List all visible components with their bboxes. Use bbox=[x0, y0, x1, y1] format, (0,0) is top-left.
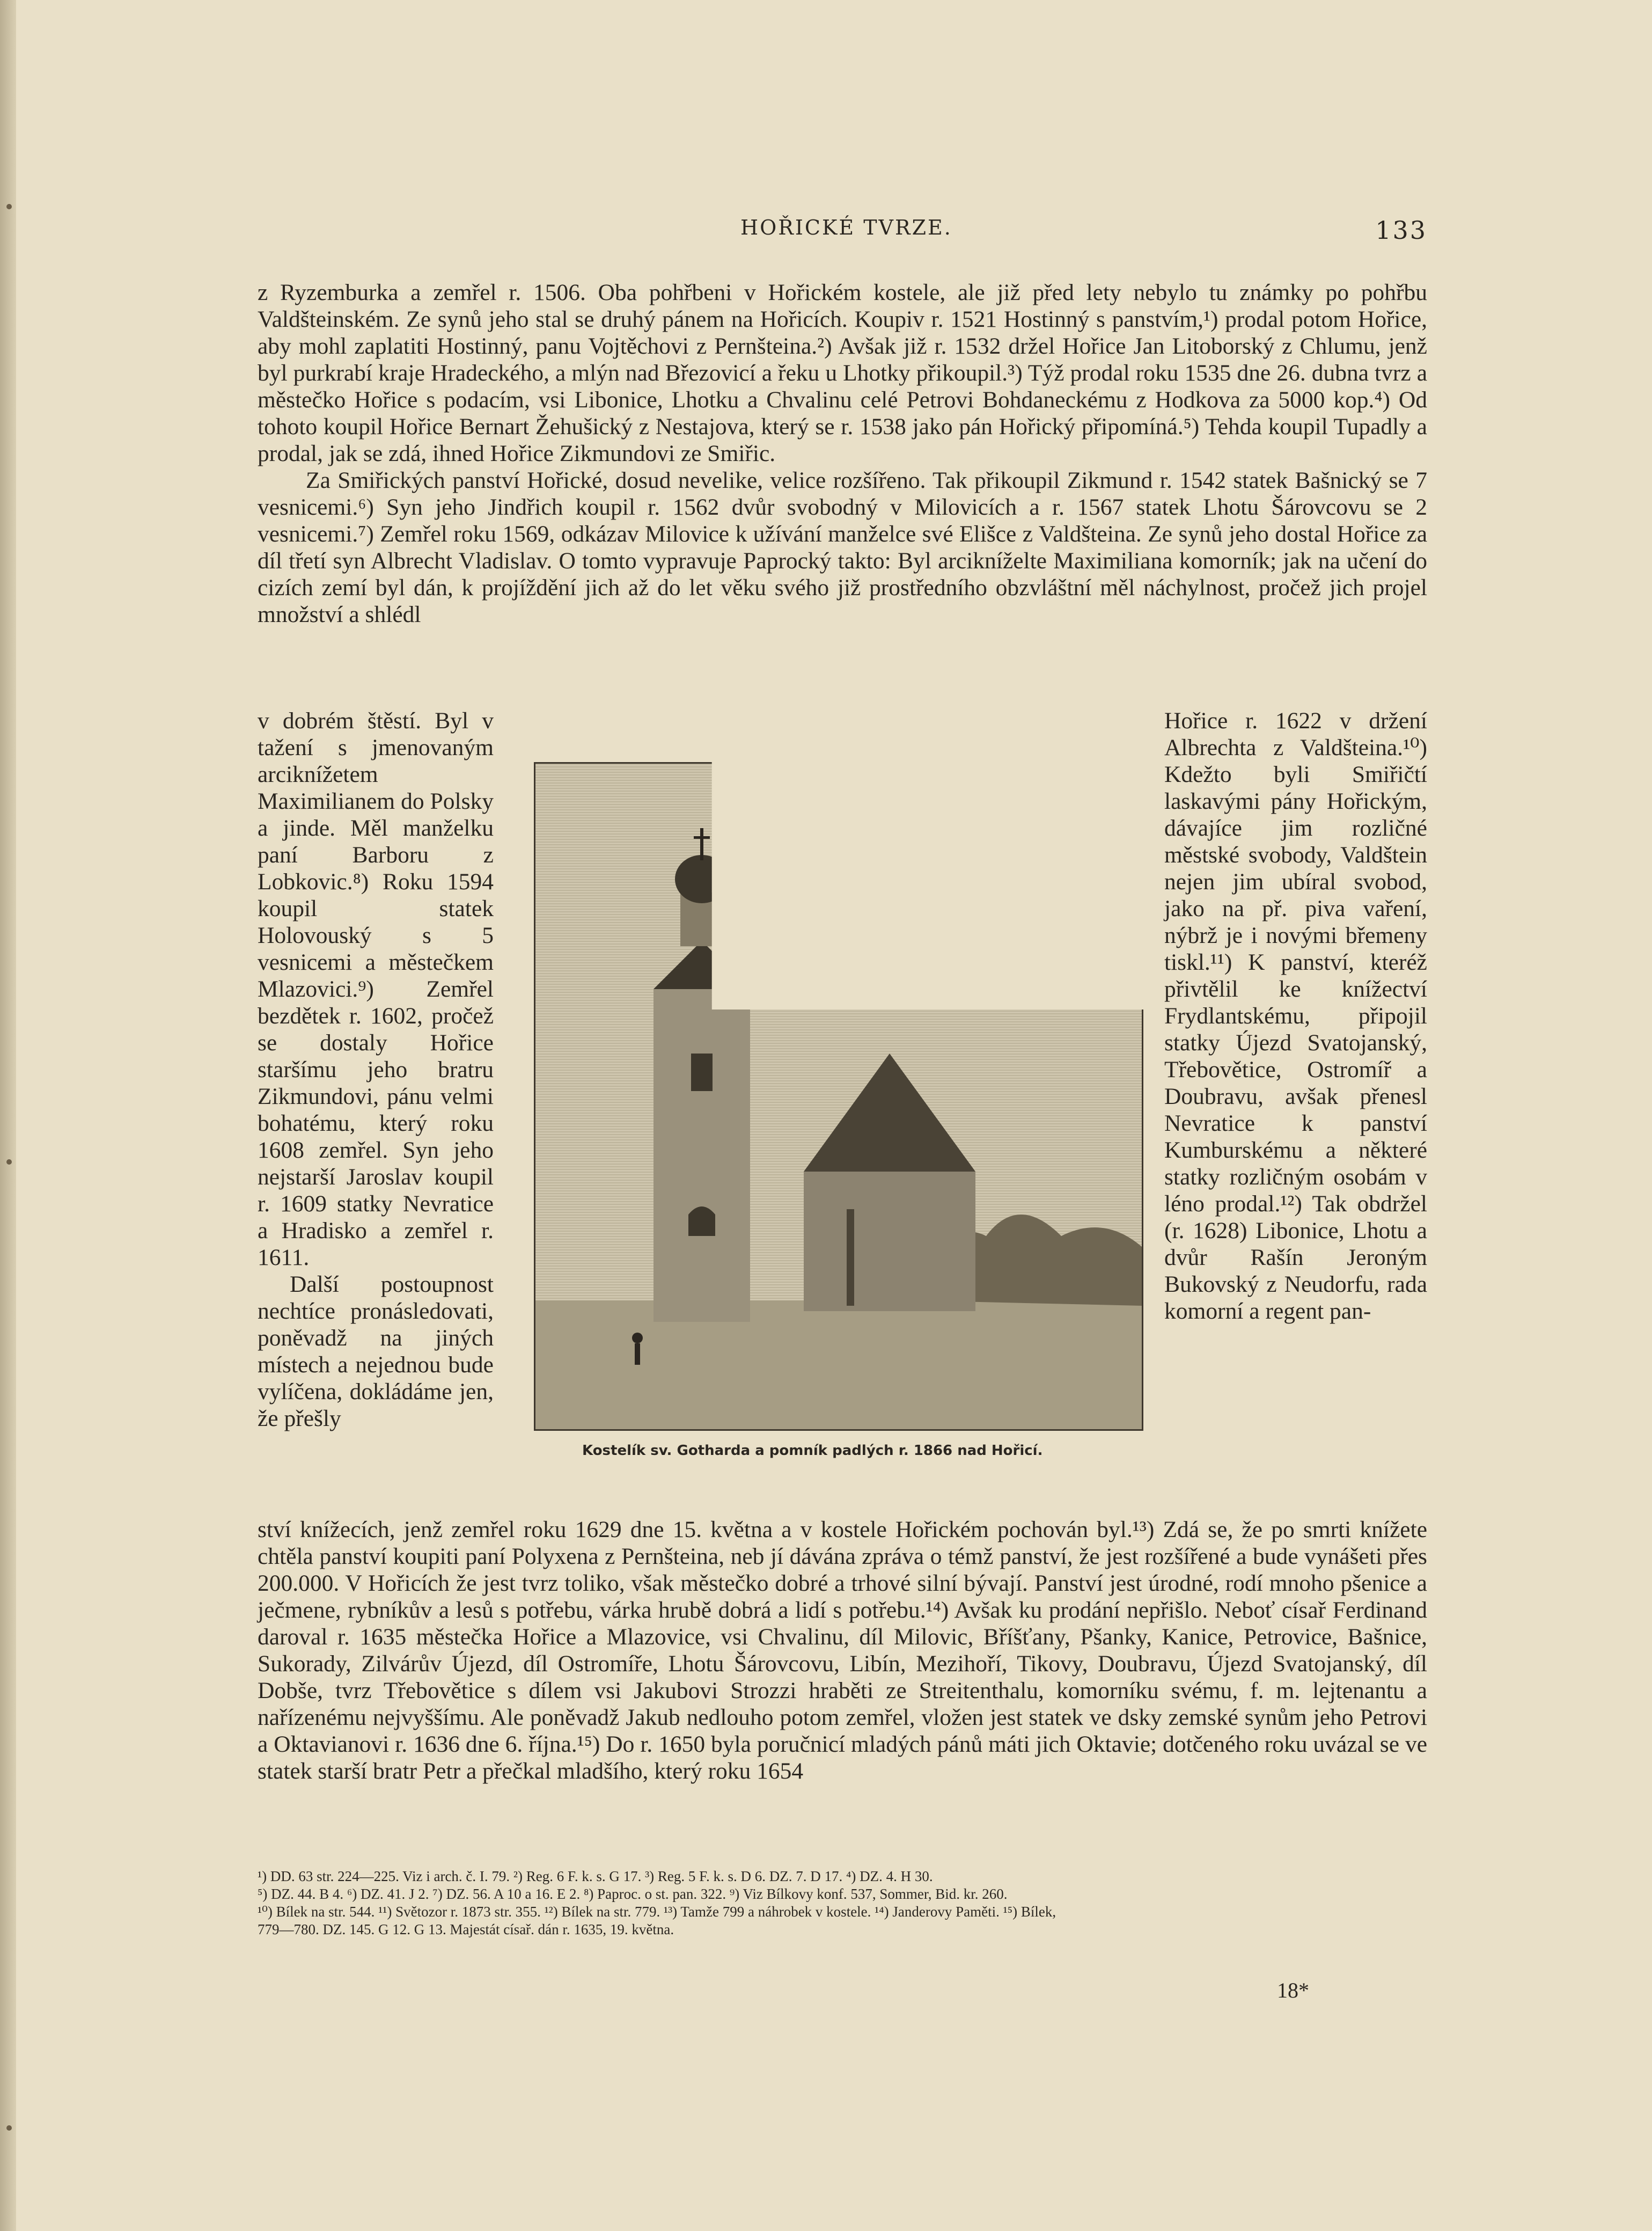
footnote-line: 779—780. DZ. 145. G 12. G 13. Majestát císař. dán r. 1635, 19. května. bbox=[258, 1921, 674, 1937]
figure-caption: Kostelík sv. Gotharda a pomník padlých r. 1866 nad Hořicí. bbox=[582, 1443, 1043, 1459]
bottom-text-block bbox=[258, 1516, 1427, 1784]
paragraph: ství knížecích, jenž zemřel roku 1629 dne 15. května a v kostele Hořickém pochován byl.¹³) Zdá se, že po smrti knížete chtěla panství koupiti paní Polyxena z Pernšteina, neb jí dávána zpráva o témž panství, že jest rozšířené a bude vynášeti přes 200.000. V Hořicích že jest tvrz toliko, však městečko dobré a trhové silní bývají. Panství jest úrodné, rodí mnoho pšenice a ječmene, rybníkův a lesů s potřebu, várka hrubě dobrá a lidí s potřebu.¹⁴) Avšak ku prodání nepřišlo. Neboť císař Ferdinand daroval r. 1635 městečka Hořice a Mlazovice, vsi Chvalinu, díl Milovic, Bříšťany, Pšanky, Kanice, Petrovice, Bašnice, Sukorady, Zilvárův Újezd, díl Ostromíře, Lhotu Šárovcovu, Libín, Mezihoří, Tikovy, Doubravu, Újezd Svatojanský, díl Dobše, tvrz Třebovětice s dílem vsi Jakubovi Strozzi hraběti ze Streitenthalu, komorníku svému, f. m. lejtenantu a nařízenému nejvyššímu. Ale poněvadž Jakub nedlouho potom zemřel, vložen jest statek ve dsky zemské synům jeho Petrovi a Oktavianovi r. 1636 dne 6. října.¹⁵) Do r. 1650 byla poručnicí mladých pánů máti jich Oktavie; dotčeného roku uvázal se ve statek starší bratr Petr a přečkal mladšího, který roku 1654 bbox=[258, 1517, 1427, 1784]
paragraph: v dobrém štěstí. Byl v tažení s jmenovaným arciknížetem Maximilianem do Polsky a jinde. Měl manželku paní Barboru z Lobkovic.⁸) Roku 1594 koupil statek Holovouský s 5 vesnicemi a městečkem Mlazovici.⁹) Zemřel bezdětek r. 1602, pročež se dostaly Hořice staršímu jeho bratru Zikmundovi, pánu velmi bohatému, který roku 1608 zemřel. Syn jeho nejstarší Jaroslav koupil r. 1609 statky Nevratice a Hradisko a zemřel r. 1611. bbox=[258, 708, 494, 1270]
printer-signature-mark: 18* bbox=[1277, 1978, 1309, 2002]
binding-thread-mark bbox=[6, 1159, 12, 1165]
footnotes bbox=[258, 1868, 1427, 1939]
paragraph: Další postoupnost nechtíce pronásledovati, poněvadž na jiných místech a nejednou bude vylíčena, dokládáme jen, že přešly bbox=[258, 1271, 494, 1431]
page-number: 133 bbox=[1375, 216, 1427, 245]
footnote-line: ¹) DD. 63 str. 224—225. Viz i arch. č. I. 79. ²) Reg. 6 F. k. s. G 17. ³) Reg. 5 F. k. s. D 6. DZ. 7. D 17. ⁴) DZ. 4. H 30. bbox=[258, 1868, 933, 1884]
top-text-block bbox=[258, 279, 1427, 628]
church-illustration bbox=[534, 762, 1143, 1431]
right-column bbox=[1164, 707, 1427, 1325]
left-column bbox=[258, 707, 494, 1432]
binding-thread-mark bbox=[6, 204, 12, 209]
footnote-line: ⁵) DZ. 44. B 4. ⁶) DZ. 41. J 2. ⁷) DZ. 56. A 10 a 16. E 2. ⁸) Paproc. o st. pan. 322. ⁹) Viz Bílkovy konf. 537, Sommer, Bid. kr. 260. bbox=[258, 1886, 1008, 1902]
page-title: HOŘICKÉ TVRZE. bbox=[740, 216, 952, 239]
paragraph: z Ryzemburka a zemřel r. 1506. Oba pohřbeni v Hořickém kostele, ale již před lety nebylo tu známky po pohřbu Valdšteinském. Ze synů jeho stal se druhý pánem na Hořicích. Koupiv r. 1521 Hostinný s panstvím,¹) prodal potom Hořice, aby mohl zaplatiti Hostinný, panu Vojtěchovi z Pernšteina.²) Avšak již r. 1532 držel Hořice Jan Litoborský z Chlumu, jenž byl purkrabí kraje Hradeckého, a mlýn nad Březovicí a řeku u Lhotky přikoupil.³) Týž prodal roku 1535 dne 26. dubna tvrz a městečko Hořice s podacím, vsi Libonice, Lhotku a Chvalinu celé Petrovi Bohdaneckému z Hodkova za 5000 kop.⁴) Od tohoto koupil Hořice Bernart Žehušický z Nestajova, který se r. 1538 jako pán Hořický připomíná.⁵) Tehda koupil Tupadly a prodal, jak se zdá, ihned Hořice Zikmundovi ze Smiřic. bbox=[258, 280, 1427, 466]
binding-thread-mark bbox=[6, 2125, 12, 2131]
paragraph: Za Smiřických panství Hořické, dosud nevelike, velice rozšířeno. Tak přikoupil Zikmund r. 1542 statek Bašnický se 7 vesnicemi.⁶) Syn jeho Jindřich koupil r. 1562 dvůr svobodný v Milovicích a r. 1567 statek Lhotu Šárovcovu se 2 vesnicemi.⁷) Zemřel roku 1569, odkázav Milovice k užívání manželce své Elišce z Valdšteina. Ze synů jeho dostal Hořice za díl třetí syn Albrecht Vladislav. O tomto vypravuje Paprocký takto: Byl arcikníželte Maximiliana komorník; jak na učení do cizích zemí byl dán, k projíždění jich až do let věku svého již prostředního obzvláštní měl náchylnost, pročež jich projel množství a shlédl bbox=[258, 467, 1427, 627]
church-engraving bbox=[535, 764, 1142, 1429]
page-binding-edge bbox=[0, 0, 16, 2231]
paragraph: Hořice r. 1622 v držení Albrechta z Valdšteina.¹⁰) Kdežto byli Smiřičtí laskavými pány Hořickým, dávajíce jim rozličné městské svobody, Valdštein nejen jim ubíral svobod, jako na př. piva vaření, nýbrž je i novými břemeny tiskl.¹¹) K panství, kteréž přivtělil ke knížectví Frydlantskému, připojil statky Újezd Svatojanský, Třebověticе, Ostromíř a Doubravu, avšak přenesl Nevratice k panství Kumburskému a některé statky rozličným osobám v léno prodal.¹²) Tak obdržel (r. 1628) Libonice, Lhotu a dvůr Rašín Jeroným Bukovský z Neudorfu, rada komorní a regent pan- bbox=[1164, 708, 1427, 1324]
footnote-line: ¹⁰) Bílek na str. 544. ¹¹) Světozor r. 1873 str. 355. ¹²) Bílek na str. 779. ¹³) Tamže 799 a náhrobek v kostele. ¹⁴) Janderovy Paměti. ¹⁵) Bílek, bbox=[258, 1904, 1056, 1920]
